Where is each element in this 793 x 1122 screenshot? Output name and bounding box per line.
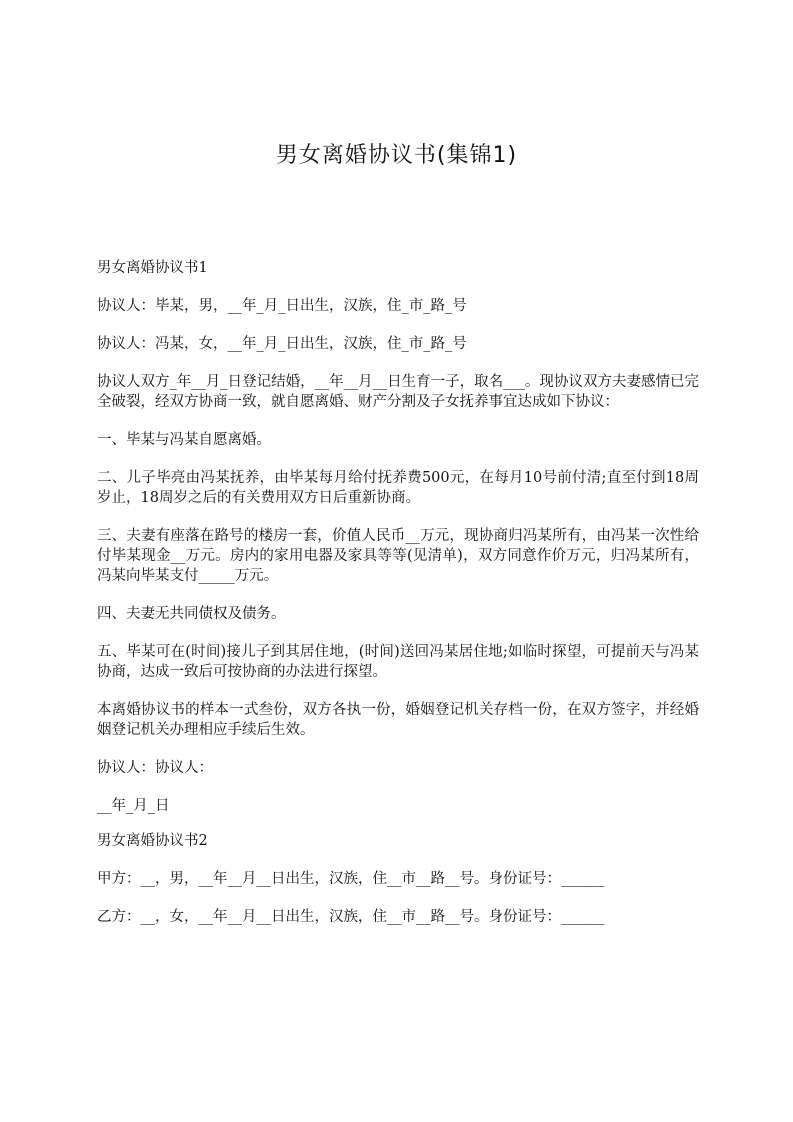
party-line: 甲方：__，男，__年__月__日出生，汉族，住__市__路__号。身份证号：______ — [97, 871, 605, 887]
party-line: 乙方：__，女，__年__月__日出生，汉族，住__市__路__号。身份证号：______ — [97, 909, 605, 925]
document-title: 男女离婚协议书(集锦1) — [275, 143, 518, 168]
section-heading: 男女离婚协议书1 — [97, 260, 208, 276]
signature-line: 协议人：协议人： — [97, 760, 213, 776]
body-paragraph: 本离婚协议书的样本一式叁份，双方各执一份，婚姻登记机关存档一份，在双方签字，并经婚姻登记机关办理相应手续后生效。 — [97, 702, 699, 738]
section-heading: 男女离婚协议书2 — [97, 833, 208, 849]
party-line: 协议人：冯某，女，__年_月_日出生，汉族，住_市_路_号 — [97, 336, 467, 352]
clause-paragraph: 四、夫妻无共同债权及债务。 — [97, 606, 286, 622]
clause-paragraph: 三、夫妻有座落在路号的楼房一套，价值人民币__万元，现协商归冯某所有，由冯某一次性给付毕某现金__万元。房内的家用电器及家具等等(见清单)，双方同意作价万元，归冯某所有，冯某向毕某支付_____万元。 — [97, 528, 699, 584]
document-body — [97, 258, 699, 945]
party-line: 协议人：毕某，男，__年_月_日出生，汉族，住_市_路_号 — [97, 298, 467, 314]
clause-paragraph: 五、毕某可在(时间)接儿子到其居住地，(时间)送回冯某居住地;如临时探望，可提前天与冯某协商，达成一致后可按协商的办法进行探望。 — [97, 644, 699, 680]
body-paragraph: 协议人双方_年__月_日登记结婚，__年__月__日生育一子，取名___。现协议双方夫妻感情已完全破裂，经双方协商一致，就自愿离婚、财产分割及子女抚养事宜达成如下协议： — [97, 374, 699, 410]
clause-paragraph: 一、毕某与冯某自愿离婚。 — [97, 432, 271, 448]
date-line: __年_月_日 — [97, 798, 170, 814]
clause-paragraph: 二、儿子毕亮由冯某抚养，由毕某每月给付抚养费500元，在每月10号前付清;直至付到18周岁止，18周岁之后的有关费用双方日后重新协商。 — [97, 470, 699, 506]
